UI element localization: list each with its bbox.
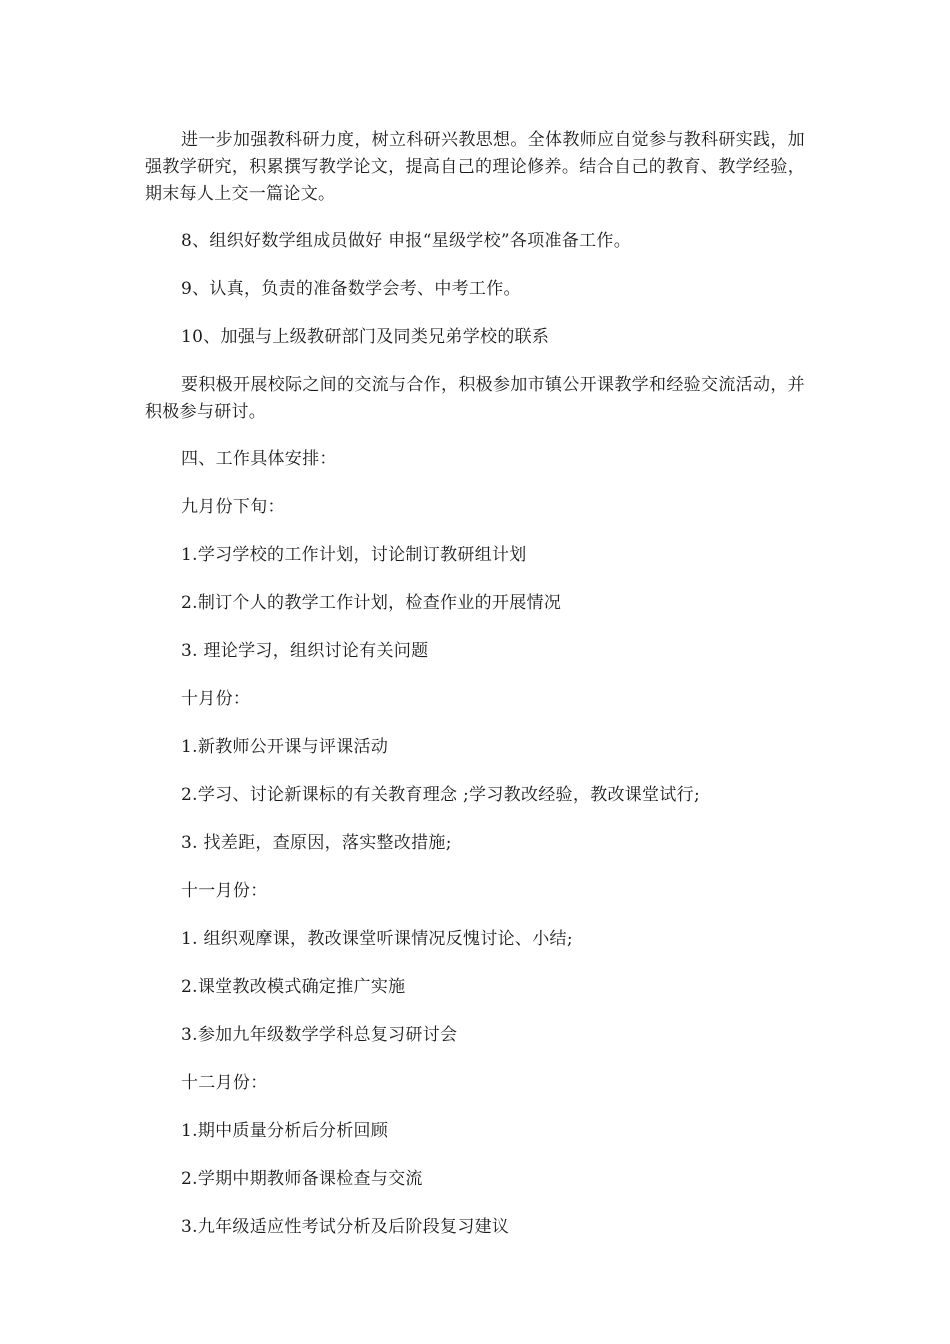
- list-item: 2.制订个人的教学工作计划，检查作业的开展情况: [181, 593, 562, 613]
- list-item: 3. 找差距，查原因，落实整改措施;: [181, 833, 452, 853]
- paragraph-item-8: 8、组织好数学组成员做好 申报“星级学校”各项准备工作。: [181, 231, 632, 251]
- list-item: 3.九年级适应性考试分析及后阶段复习建议: [181, 1217, 510, 1237]
- list-item: 1.学习学校的工作计划，讨论制订教研组计划: [181, 545, 527, 565]
- month-heading-october: 十月份：: [181, 689, 251, 709]
- list-item: 2.学习、讨论新课标的有关教育理念 ;学习教改经验，教改课堂试行;: [181, 785, 700, 805]
- list-item: 1.新教师公开课与评课活动: [181, 737, 389, 757]
- list-item: 1.期中质量分析后分析回顾: [181, 1121, 389, 1141]
- list-item: 1. 组织观摩课，教改课堂听课情况反愧讨论、小结;: [181, 929, 573, 949]
- paragraph-item-10: 10、加强与上级教研部门及同类兄弟学校的联系: [181, 327, 550, 347]
- document-body: [145, 127, 805, 1262]
- paragraph-item-9: 9、认真，负责的准备数学会考、中考工作。: [181, 279, 521, 299]
- list-item: 2.学期中期教师备课检查与交流: [181, 1169, 423, 1189]
- list-item: 3. 理论学习，组织讨论有关问题: [181, 641, 429, 661]
- list-item: 3.参加九年级数学学科总复习研讨会: [181, 1025, 458, 1045]
- section-heading-schedule: 四、工作具体安排：: [181, 449, 337, 469]
- list-item: 2.课堂教改模式确定推广实施: [181, 977, 406, 997]
- month-heading-september: 九月份下旬：: [181, 497, 285, 517]
- paragraph-research-intro: 进一步加强教科研力度，树立科研兴教思想。全体教师应自觉参与教科研实践，加强教学研究，积累撰写教学论文，提高自己的理论修养。结合自己的教育、教学经验，期末每人上交一篇论文。: [145, 130, 805, 204]
- month-heading-november: 十一月份：: [181, 881, 268, 901]
- paragraph-exchange: 要积极开展校际之间的交流与合作，积极参加市镇公开课教学和经验交流活动，并积极参与研讨。: [145, 375, 805, 422]
- month-heading-december: 十二月份：: [181, 1073, 268, 1093]
